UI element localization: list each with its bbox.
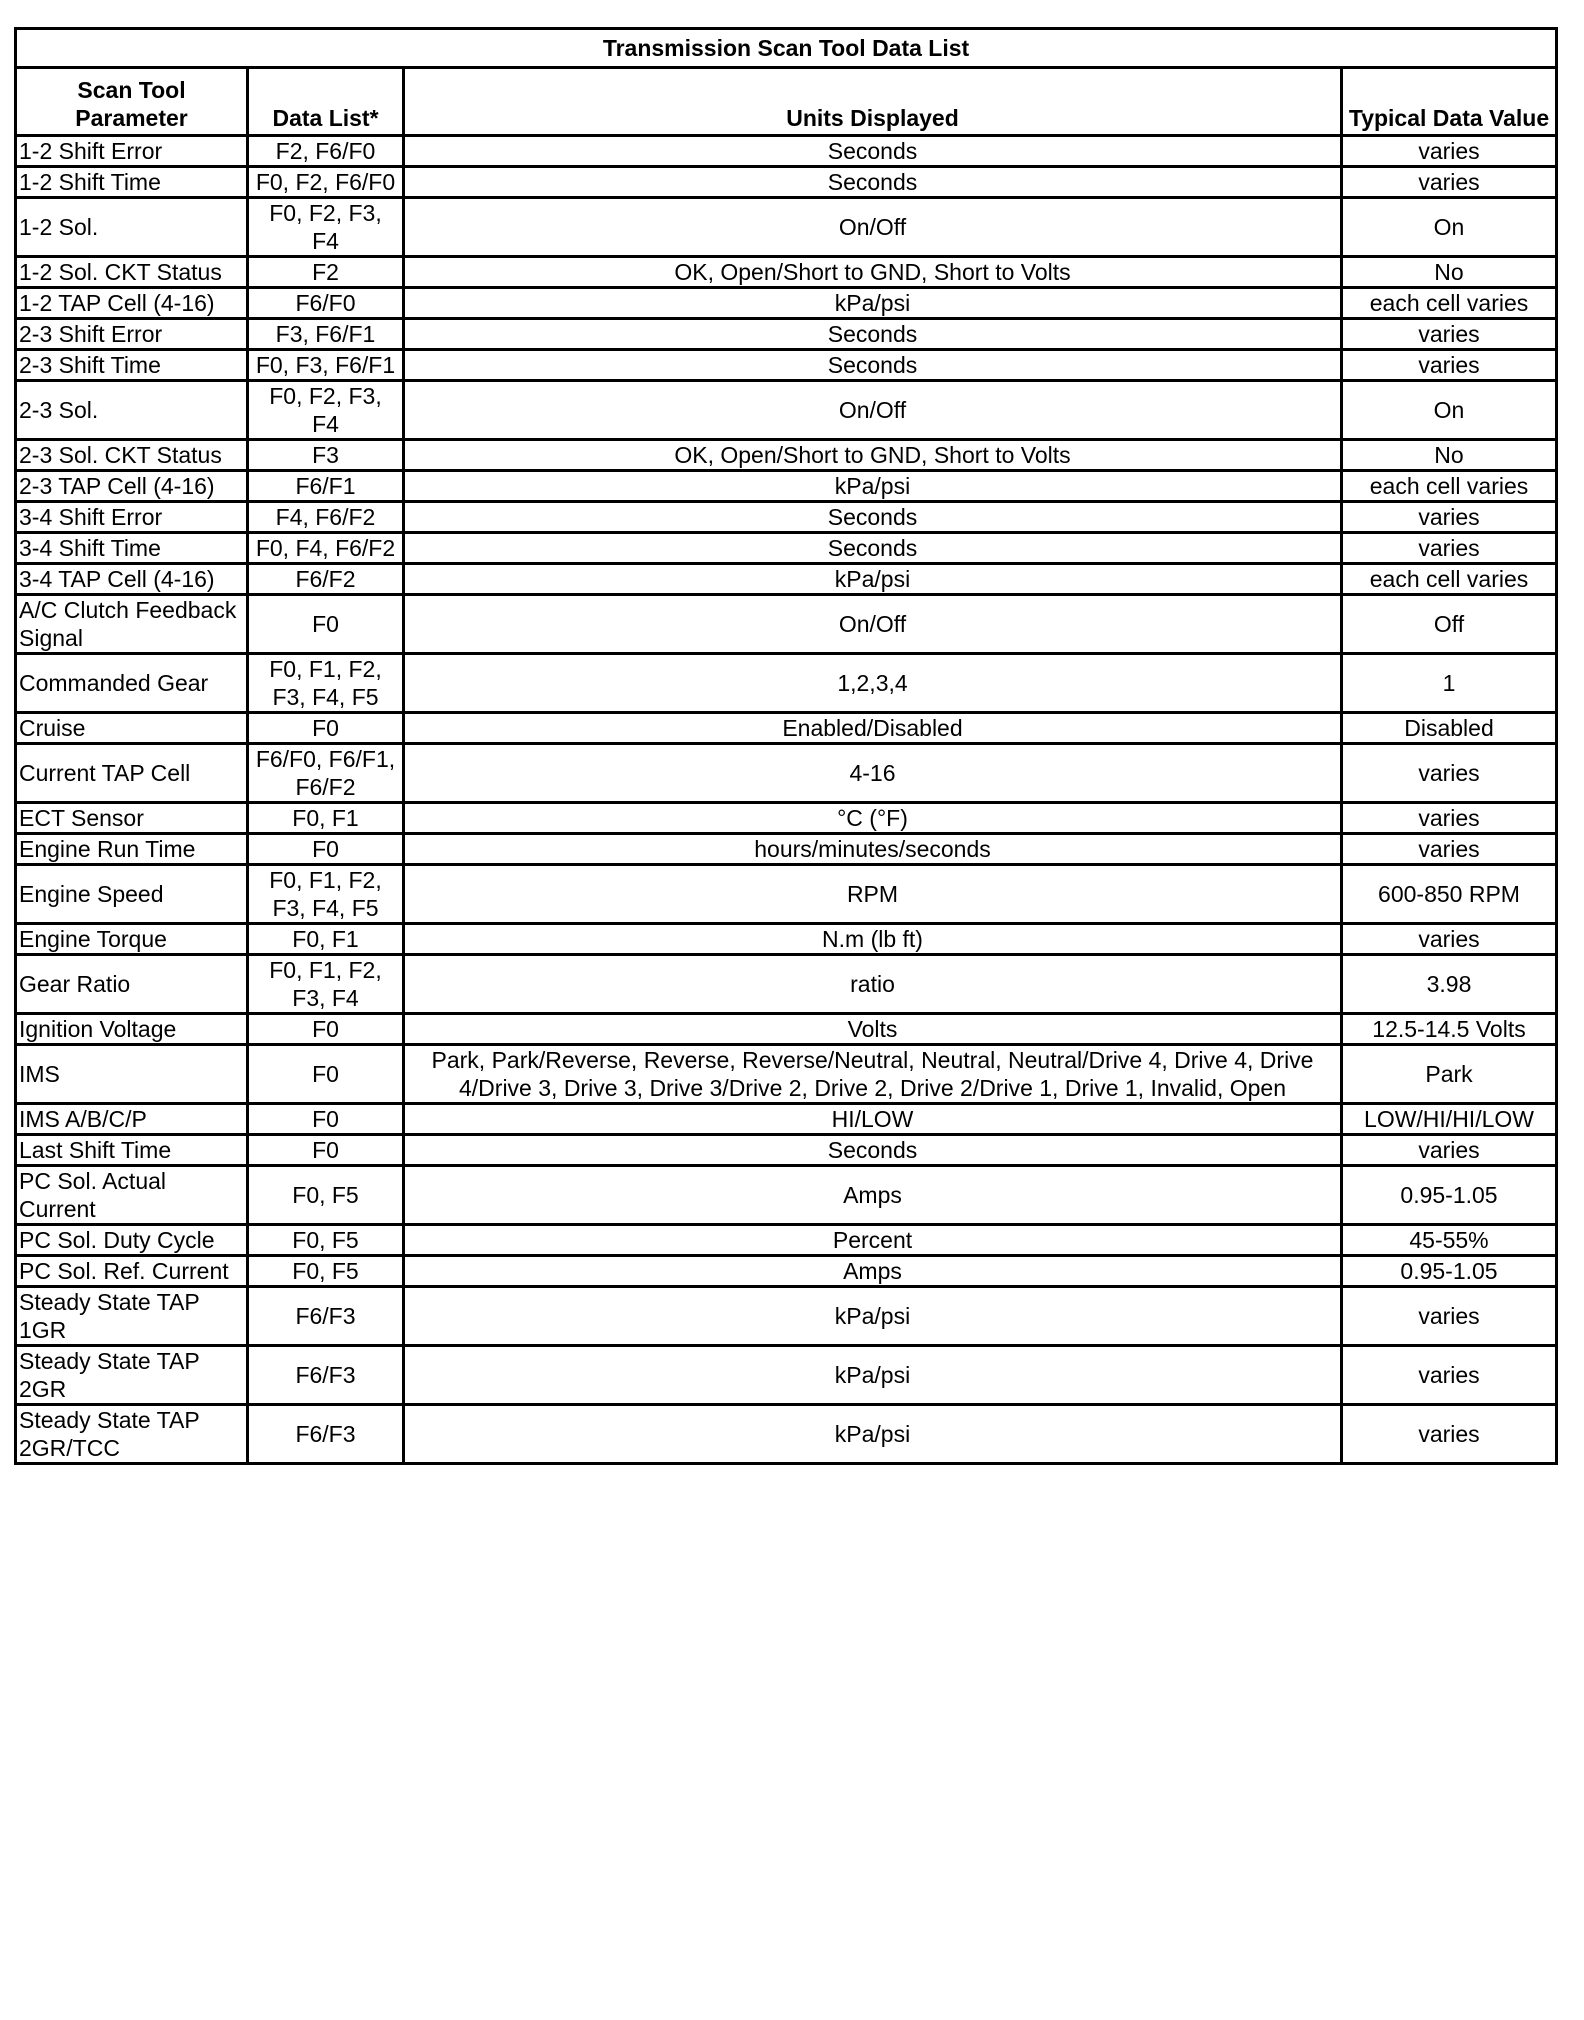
cell-data-list: F0, F5 <box>248 1256 404 1287</box>
cell-data-list: F0 <box>248 1045 404 1104</box>
cell-parameter: Steady State TAP 2GR <box>16 1346 248 1405</box>
cell-typical-value: each cell varies <box>1342 564 1557 595</box>
cell-data-list: F0, F2, F3, F4 <box>248 198 404 257</box>
cell-parameter: 1-2 Sol. <box>16 198 248 257</box>
table-row <box>16 136 1557 167</box>
cell-parameter: ECT Sensor <box>16 803 248 834</box>
table-row <box>16 502 1557 533</box>
cell-units: 4-16 <box>404 744 1342 803</box>
header-data-list: Data List* <box>248 68 404 136</box>
table-title: Transmission Scan Tool Data List <box>16 29 1557 68</box>
table-row <box>16 654 1557 713</box>
table-row <box>16 533 1557 564</box>
table-row <box>16 834 1557 865</box>
cell-typical-value: varies <box>1342 1346 1557 1405</box>
table-row <box>16 924 1557 955</box>
cell-parameter: 2-3 TAP Cell (4-16) <box>16 471 248 502</box>
table-row <box>16 803 1557 834</box>
cell-typical-value: each cell varies <box>1342 471 1557 502</box>
cell-parameter: 2-3 Shift Time <box>16 350 248 381</box>
cell-typical-value: LOW/HI/HI/LOW <box>1342 1104 1557 1135</box>
cell-parameter: 3-4 Shift Error <box>16 502 248 533</box>
table-row <box>16 1346 1557 1405</box>
table-row <box>16 440 1557 471</box>
cell-parameter: Gear Ratio <box>16 955 248 1014</box>
cell-data-list: F0 <box>248 1135 404 1166</box>
cell-typical-value: varies <box>1342 533 1557 564</box>
cell-data-list: F0 <box>248 834 404 865</box>
cell-parameter: 1-2 Shift Error <box>16 136 248 167</box>
cell-units: kPa/psi <box>404 1346 1342 1405</box>
table-row <box>16 744 1557 803</box>
cell-typical-value: 0.95-1.05 <box>1342 1166 1557 1225</box>
cell-parameter: Cruise <box>16 713 248 744</box>
cell-units: Seconds <box>404 1135 1342 1166</box>
cell-units: Amps <box>404 1256 1342 1287</box>
cell-parameter: Steady State TAP 2GR/TCC <box>16 1405 248 1464</box>
cell-parameter: PC Sol. Actual Current <box>16 1166 248 1225</box>
table-row <box>16 381 1557 440</box>
cell-units: Seconds <box>404 502 1342 533</box>
cell-units: Seconds <box>404 350 1342 381</box>
table-row <box>16 564 1557 595</box>
cell-typical-value: varies <box>1342 924 1557 955</box>
cell-parameter: IMS A/B/C/P <box>16 1104 248 1135</box>
table-row <box>16 198 1557 257</box>
header-parameter: Scan Tool Parameter <box>16 68 248 136</box>
cell-parameter: Engine Speed <box>16 865 248 924</box>
cell-typical-value: 0.95-1.05 <box>1342 1256 1557 1287</box>
cell-units: Seconds <box>404 533 1342 564</box>
cell-data-list: F3, F6/F1 <box>248 319 404 350</box>
header-typical-value: Typical Data Value <box>1342 68 1557 136</box>
cell-parameter: Commanded Gear <box>16 654 248 713</box>
cell-typical-value: varies <box>1342 1287 1557 1346</box>
cell-parameter: A/C Clutch Feedback Signal <box>16 595 248 654</box>
cell-data-list: F6/F3 <box>248 1405 404 1464</box>
cell-units: Volts <box>404 1014 1342 1045</box>
cell-parameter: Engine Run Time <box>16 834 248 865</box>
cell-units: kPa/psi <box>404 471 1342 502</box>
cell-parameter: 3-4 Shift Time <box>16 533 248 564</box>
cell-parameter: PC Sol. Duty Cycle <box>16 1225 248 1256</box>
cell-typical-value: On <box>1342 381 1557 440</box>
table-row <box>16 955 1557 1014</box>
cell-data-list: F4, F6/F2 <box>248 502 404 533</box>
cell-units: kPa/psi <box>404 564 1342 595</box>
cell-data-list: F0, F1 <box>248 924 404 955</box>
cell-units: °C (°F) <box>404 803 1342 834</box>
cell-typical-value: No <box>1342 440 1557 471</box>
cell-data-list: F0, F1, F2, F3, F4, F5 <box>248 865 404 924</box>
cell-parameter: PC Sol. Ref. Current <box>16 1256 248 1287</box>
cell-parameter: Current TAP Cell <box>16 744 248 803</box>
cell-data-list: F6/F3 <box>248 1346 404 1405</box>
cell-units: 1,2,3,4 <box>404 654 1342 713</box>
cell-parameter: IMS <box>16 1045 248 1104</box>
cell-data-list: F0, F3, F6/F1 <box>248 350 404 381</box>
cell-data-list: F0 <box>248 1104 404 1135</box>
table-row <box>16 1045 1557 1104</box>
cell-typical-value: Off <box>1342 595 1557 654</box>
cell-units: On/Off <box>404 198 1342 257</box>
cell-data-list: F3 <box>248 440 404 471</box>
table-row <box>16 1287 1557 1346</box>
table-body <box>16 136 1557 1464</box>
table-row <box>16 167 1557 198</box>
cell-units: Enabled/Disabled <box>404 713 1342 744</box>
table-row <box>16 1256 1557 1287</box>
cell-units: N.m (lb ft) <box>404 924 1342 955</box>
cell-typical-value: varies <box>1342 319 1557 350</box>
table-row <box>16 1225 1557 1256</box>
header-units: Units Displayed <box>404 68 1342 136</box>
cell-data-list: F0, F1 <box>248 803 404 834</box>
cell-data-list: F0 <box>248 1014 404 1045</box>
cell-units: kPa/psi <box>404 288 1342 319</box>
cell-units: hours/minutes/seconds <box>404 834 1342 865</box>
table-row <box>16 1405 1557 1464</box>
cell-typical-value: 45-55% <box>1342 1225 1557 1256</box>
cell-units: kPa/psi <box>404 1405 1342 1464</box>
cell-parameter: 2-3 Shift Error <box>16 319 248 350</box>
table-row <box>16 713 1557 744</box>
cell-data-list: F0 <box>248 595 404 654</box>
cell-data-list: F0, F4, F6/F2 <box>248 533 404 564</box>
scan-tool-data-table <box>14 27 1558 1465</box>
cell-typical-value: 12.5-14.5 Volts <box>1342 1014 1557 1045</box>
cell-parameter: 3-4 TAP Cell (4-16) <box>16 564 248 595</box>
table-row <box>16 1104 1557 1135</box>
cell-typical-value: No <box>1342 257 1557 288</box>
table-row <box>16 319 1557 350</box>
cell-typical-value: 3.98 <box>1342 955 1557 1014</box>
cell-data-list: F0, F1, F2, F3, F4, F5 <box>248 654 404 713</box>
cell-data-list: F0, F5 <box>248 1166 404 1225</box>
cell-typical-value: Disabled <box>1342 713 1557 744</box>
cell-typical-value: On <box>1342 198 1557 257</box>
cell-typical-value: varies <box>1342 803 1557 834</box>
cell-data-list: F6/F3 <box>248 1287 404 1346</box>
table-row <box>16 1014 1557 1045</box>
cell-typical-value: Park <box>1342 1045 1557 1104</box>
cell-units: Seconds <box>404 167 1342 198</box>
table-row <box>16 865 1557 924</box>
cell-parameter: 1-2 TAP Cell (4-16) <box>16 288 248 319</box>
cell-typical-value: each cell varies <box>1342 288 1557 319</box>
cell-typical-value: varies <box>1342 502 1557 533</box>
cell-data-list: F6/F0 <box>248 288 404 319</box>
table-row <box>16 288 1557 319</box>
cell-data-list: F0, F2, F3, F4 <box>248 381 404 440</box>
cell-data-list: F0, F2, F6/F0 <box>248 167 404 198</box>
cell-units: On/Off <box>404 381 1342 440</box>
cell-parameter: 2-3 Sol. CKT Status <box>16 440 248 471</box>
table-row <box>16 595 1557 654</box>
cell-typical-value: varies <box>1342 1135 1557 1166</box>
cell-data-list: F0, F5 <box>248 1225 404 1256</box>
cell-parameter: Steady State TAP 1GR <box>16 1287 248 1346</box>
table-row <box>16 350 1557 381</box>
cell-units: Seconds <box>404 319 1342 350</box>
cell-units: ratio <box>404 955 1342 1014</box>
cell-units: OK, Open/Short to GND, Short to Volts <box>404 440 1342 471</box>
cell-units: Amps <box>404 1166 1342 1225</box>
cell-parameter: Engine Torque <box>16 924 248 955</box>
cell-units: Park, Park/Reverse, Reverse, Reverse/Neutral, Neutral, Neutral/Drive 4, Drive 4, Drive 4/Drive 3, Drive 3, Drive 3/Drive 2, Drive 2, Drive 2/Drive 1, Drive 1, Invalid, Open <box>404 1045 1342 1104</box>
cell-data-list: F6/F1 <box>248 471 404 502</box>
table-row <box>16 471 1557 502</box>
cell-units: kPa/psi <box>404 1287 1342 1346</box>
cell-parameter: 2-3 Sol. <box>16 381 248 440</box>
cell-typical-value: varies <box>1342 136 1557 167</box>
cell-parameter: Ignition Voltage <box>16 1014 248 1045</box>
cell-data-list: F6/F0, F6/F1, F6/F2 <box>248 744 404 803</box>
cell-units: Seconds <box>404 136 1342 167</box>
cell-parameter: 1-2 Sol. CKT Status <box>16 257 248 288</box>
cell-typical-value: varies <box>1342 744 1557 803</box>
cell-units: RPM <box>404 865 1342 924</box>
cell-parameter: 1-2 Shift Time <box>16 167 248 198</box>
cell-data-list: F6/F2 <box>248 564 404 595</box>
cell-data-list: F2 <box>248 257 404 288</box>
cell-typical-value: varies <box>1342 350 1557 381</box>
cell-typical-value: varies <box>1342 167 1557 198</box>
cell-typical-value: varies <box>1342 834 1557 865</box>
table-row <box>16 1166 1557 1225</box>
cell-typical-value: 600-850 RPM <box>1342 865 1557 924</box>
cell-data-list: F2, F6/F0 <box>248 136 404 167</box>
cell-parameter: Last Shift Time <box>16 1135 248 1166</box>
table-row <box>16 1135 1557 1166</box>
cell-units: OK, Open/Short to GND, Short to Volts <box>404 257 1342 288</box>
cell-units: Percent <box>404 1225 1342 1256</box>
cell-data-list: F0 <box>248 713 404 744</box>
cell-data-list: F0, F1, F2, F3, F4 <box>248 955 404 1014</box>
table-row <box>16 257 1557 288</box>
cell-typical-value: varies <box>1342 1405 1557 1464</box>
cell-units: On/Off <box>404 595 1342 654</box>
cell-units: HI/LOW <box>404 1104 1342 1135</box>
cell-typical-value: 1 <box>1342 654 1557 713</box>
